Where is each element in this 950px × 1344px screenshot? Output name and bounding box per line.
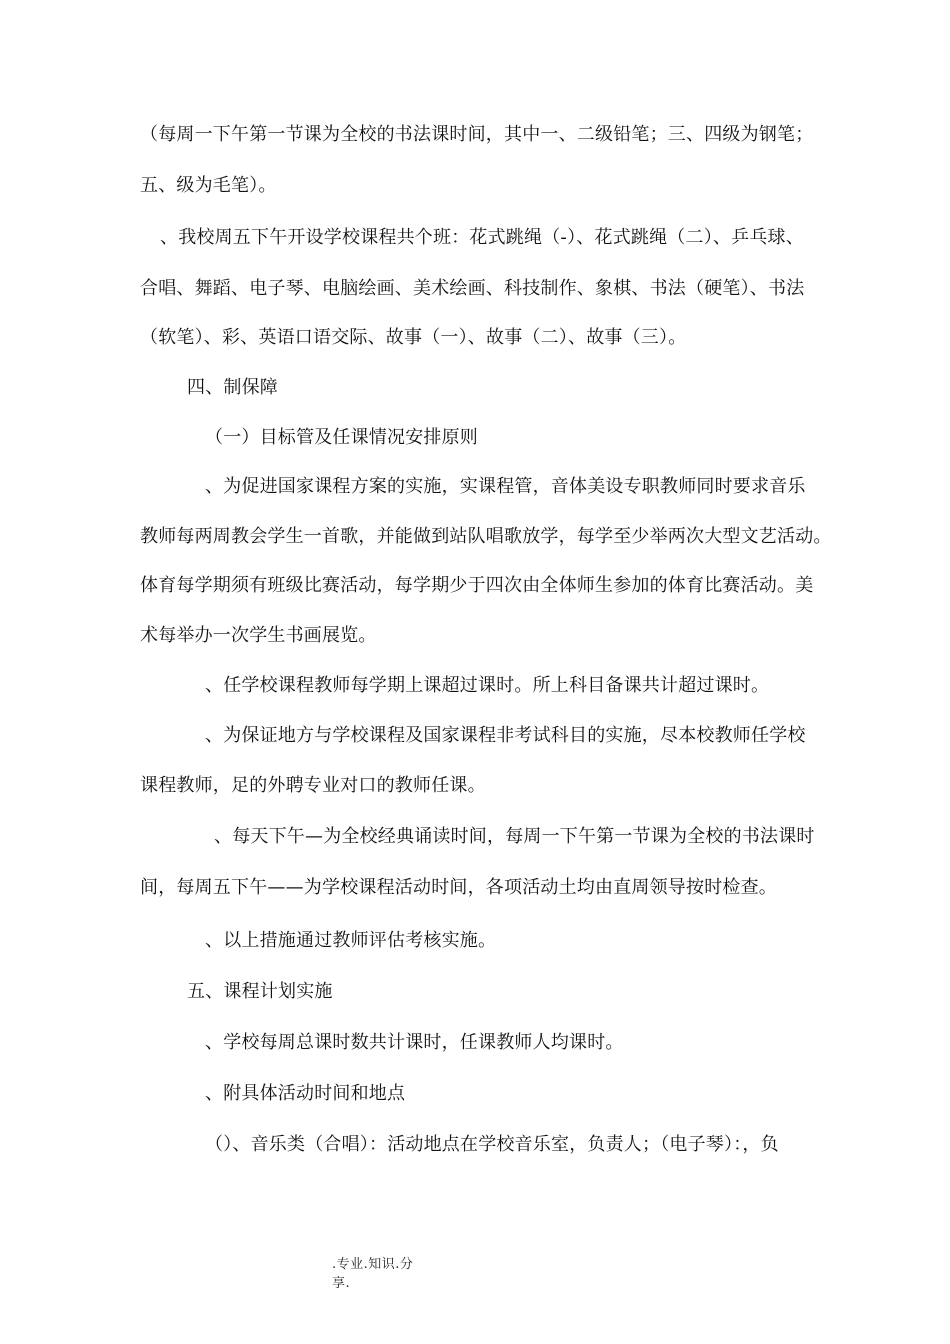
text-line: 、为促进国家课程方案的实施，实课程管，音体美设专职教师同时要求音乐: [205, 476, 806, 497]
subsection-heading: （一）目标管及任课情况安排原则: [205, 427, 478, 448]
text-line: 、为保证地方与学校课程及国家课程非考试科目的实施，尽本校教师任学校: [205, 725, 806, 746]
text-line: 术每举办一次学生书画展览。: [140, 625, 377, 646]
text-line: 、学校每周总课时数共计课时，任课教师人均课时。: [205, 1032, 624, 1053]
text-line: （）、音乐类（合唱）：活动地点在学校音乐室，负责人；（电子琴）：，负: [205, 1134, 779, 1155]
text-line: 、附具体活动时间和地点: [205, 1083, 406, 1104]
text-line: 五、级为毛笔）。: [140, 175, 277, 196]
text-line: 合唱、舞蹈、电子琴、电脑绘画、美术绘画、科技制作、象棋、书法（硬笔）、书法: [140, 278, 805, 299]
text-line: 、我校周五下午开设学校课程共个班：花式跳绳（-）、花式跳绳（二）、乒乓球、: [160, 227, 804, 248]
text-line: 、每天下午—为全校经典诵读时间，每周一下午第一节课为全校的书法课时: [214, 826, 815, 847]
section-heading: 五、课程计划实施: [187, 981, 333, 1002]
text-line: 间，每周五下午——为学校课程活动时间，各项活动土均由直周领导按时检查。: [140, 877, 777, 898]
text-line: 体育每学期须有班级比赛活动，每学期少于四次由全体师生参加的体育比赛活动。美: [140, 575, 814, 596]
text-line: （软笔）、彩、英语口语交际、故事（一）、故事（二）、故事（三）。: [140, 327, 687, 348]
text-line: 、任学校课程教师每学期上课超过课时。所上科目备课共计超过课时。: [205, 675, 770, 696]
text-line: 教师每两周教会学生一首歌，并能做到站队唱歌放学，每学至少举两次大型文艺活动。: [140, 526, 832, 547]
footer-text: .专业.知识.分: [332, 1257, 414, 1272]
footer-text: 享.: [332, 1276, 351, 1291]
text-line: 、以上措施通过教师评估考核实施。: [205, 930, 497, 951]
text-line: （每周一下午第一节课为全校的书法课时间，其中一、二级铅笔；三、四级为钢笔；: [140, 124, 814, 145]
section-heading: 四、制保障: [187, 377, 278, 398]
text-line: 课程教师，足的外聘专业对口的教师任课。: [140, 775, 486, 796]
